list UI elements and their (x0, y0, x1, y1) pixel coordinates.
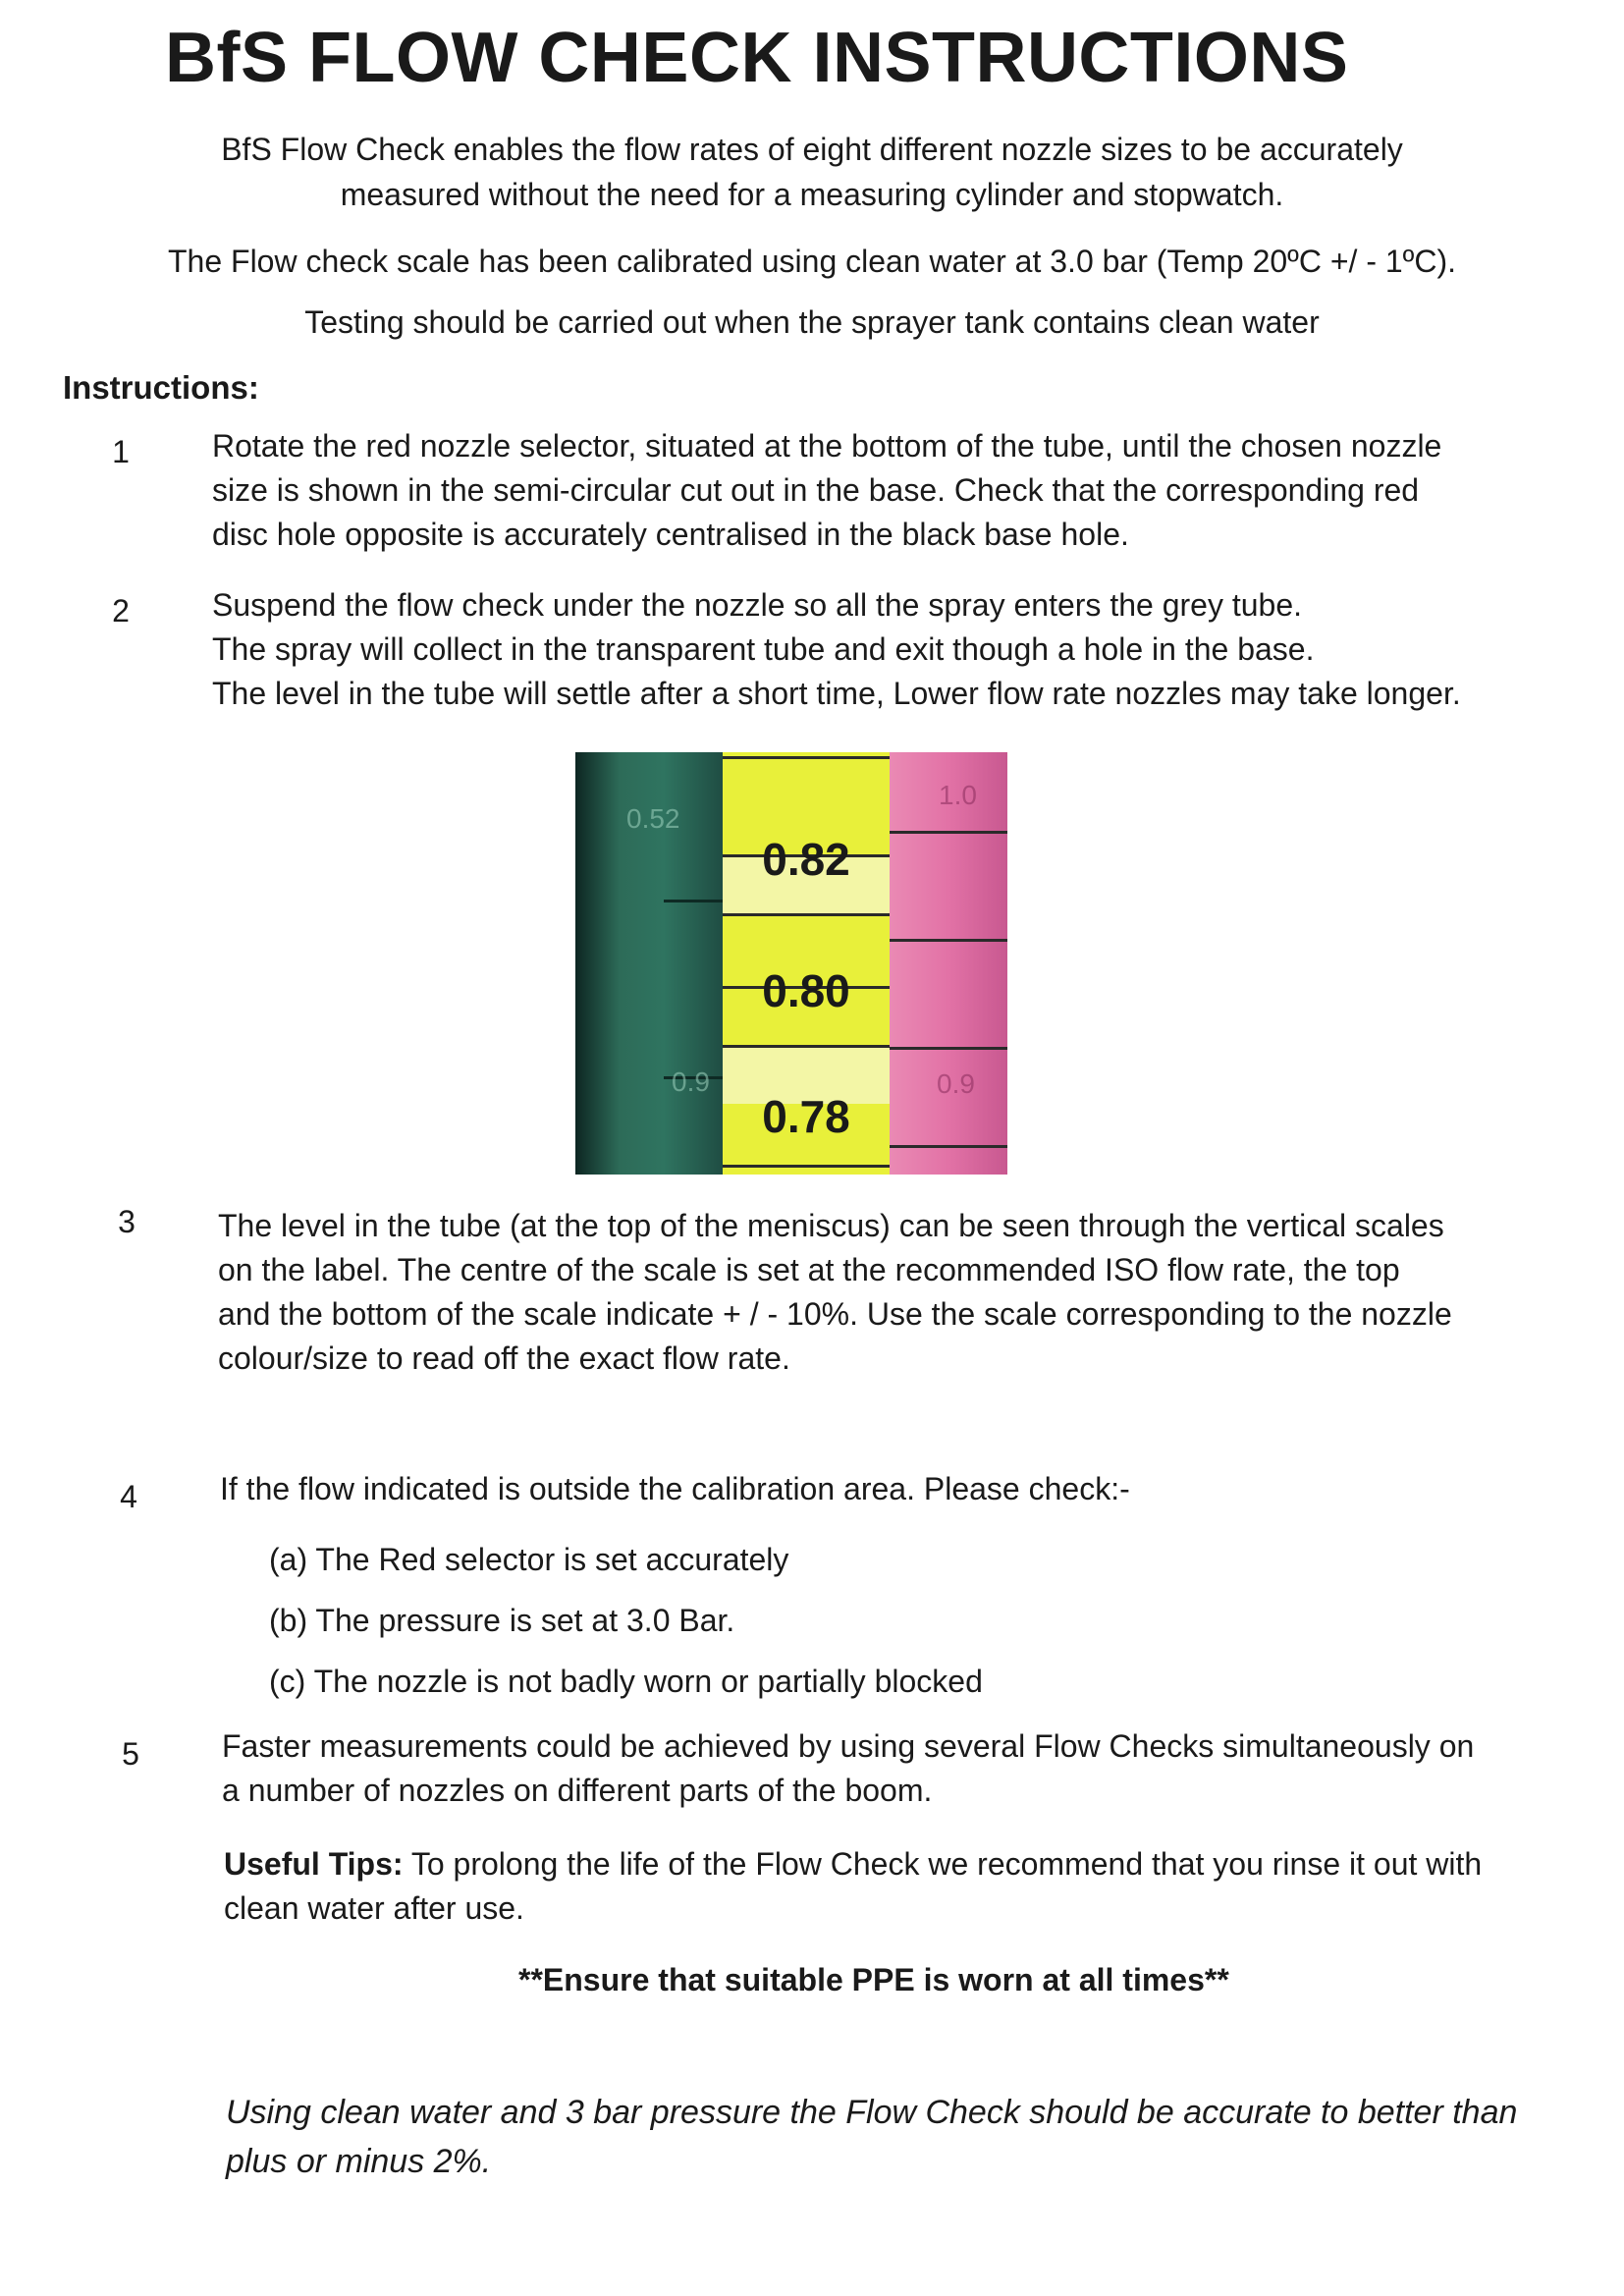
step-4-text: If the flow indicated is outside the calibration area. Please check:- (220, 1471, 1130, 1506)
scale-tick-line (890, 831, 1007, 834)
step-1-line: Rotate the red nozzle selector, situated at the bottom of the tube, until the chosen nozzle (212, 428, 1442, 464)
step-3-text (218, 1204, 1452, 1381)
accuracy-note-line: plus or minus 2%. (226, 2143, 492, 2180)
instructions-heading: Instructions: (63, 369, 259, 406)
accuracy-note (226, 2088, 1517, 2186)
step-3-line: on the label. The centre of the scale is set at the recommended ISO flow rate, the top (218, 1252, 1400, 1287)
useful-tips-label: Useful Tips: (224, 1846, 404, 1882)
useful-tips-text: To prolong the life of the Flow Check we recommend that you rinse it out with (403, 1846, 1483, 1882)
step-4-check-b: (b) The pressure is set at 3.0 Bar. (269, 1603, 735, 1638)
intro-line-2: measured without the need for a measuring cylinder and stopwatch. (340, 177, 1284, 212)
page-title: BfS FLOW CHECK INSTRUCTIONS (165, 19, 1349, 97)
step-2-line: Suspend the flow check under the nozzle so all the spray enters the grey tube. (212, 587, 1302, 623)
useful-tips-text: clean water after use. (224, 1890, 524, 1926)
scale-tick-line (723, 1045, 890, 1048)
scale-value-label: 0.78 (762, 1091, 850, 1142)
step-5-line: a number of nozzles on different parts of the boom. (222, 1773, 933, 1808)
step-2-line: The level in the tube will settle after a short time, Lower flow rate nozzles may take longer. (212, 676, 1461, 711)
step-1-line: disc hole opposite is accurately centralised in the black base hole. (212, 517, 1129, 552)
step-1-line: size is shown in the semi-circular cut out in the base. Check that the corresponding red (212, 472, 1420, 508)
scale-tick-line (890, 939, 1007, 942)
accuracy-note-line: Using clean water and 3 bar pressure the Flow Check should be accurate to better than (226, 2094, 1518, 2131)
intro-line-3: The Flow check scale has been calibrated using clean water at 3.0 bar (Temp 20ºC +/ - 1ºC). (167, 244, 1456, 279)
step-5-number: 5 (122, 1736, 139, 1772)
ppe-note: **Ensure that suitable PPE is worn at all times** (518, 1962, 1229, 1997)
scale-tick-line (723, 1165, 890, 1168)
scale-value-label: 0.82 (762, 834, 850, 885)
step-5-text (222, 1724, 1474, 1813)
step-1-text (212, 424, 1441, 557)
scale-value-label: 0.80 (762, 965, 850, 1016)
step-3-line: and the bottom of the scale indicate + / - 10%. Use the scale corresponding to the nozzle (218, 1296, 1452, 1332)
scale-tick-line (890, 1145, 1007, 1148)
intro-line-4: Testing should be carried out when the sprayer tank contains clean water (304, 304, 1320, 340)
useful-tips (224, 1842, 1482, 1931)
scale-tick-line (890, 1047, 1007, 1050)
step-2-line: The spray will collect in the transparent tube and exit though a hole in the base. (212, 631, 1315, 667)
step-4-check-a: (a) The Red selector is set accurately (269, 1542, 789, 1577)
step-2-number: 2 (112, 593, 130, 629)
flow-check-scale-photo (575, 752, 1007, 1175)
scale-tick-line (664, 900, 723, 902)
step-1-number: 1 (112, 434, 130, 469)
intro-line-1: BfS Flow Check enables the flow rates of eight different nozzle sizes to be accurately (221, 132, 1403, 167)
step-3-number: 3 (118, 1204, 135, 1239)
scale-tick-line (723, 756, 890, 759)
step-4-number: 4 (120, 1479, 137, 1514)
step-2-text (212, 583, 1461, 716)
scale-tick-line (723, 913, 890, 916)
pink-scale-label: 0.9 (937, 1068, 975, 1099)
pink-scale-column (890, 752, 1007, 1175)
step-5-line: Faster measurements could be achieved by using several Flow Checks simultaneously on (222, 1728, 1475, 1764)
step-4-check-c: (c) The nozzle is not badly worn or partially blocked (269, 1664, 983, 1699)
step-3-line: colour/size to read off the exact flow rate. (218, 1340, 790, 1376)
step-3-line: The level in the tube (at the top of the meniscus) can be seen through the vertical scales (218, 1208, 1444, 1243)
green-scale-label: 0.9 (672, 1066, 710, 1097)
pink-scale-label: 1.0 (939, 780, 977, 810)
green-scale-label: 0.52 (626, 803, 680, 834)
